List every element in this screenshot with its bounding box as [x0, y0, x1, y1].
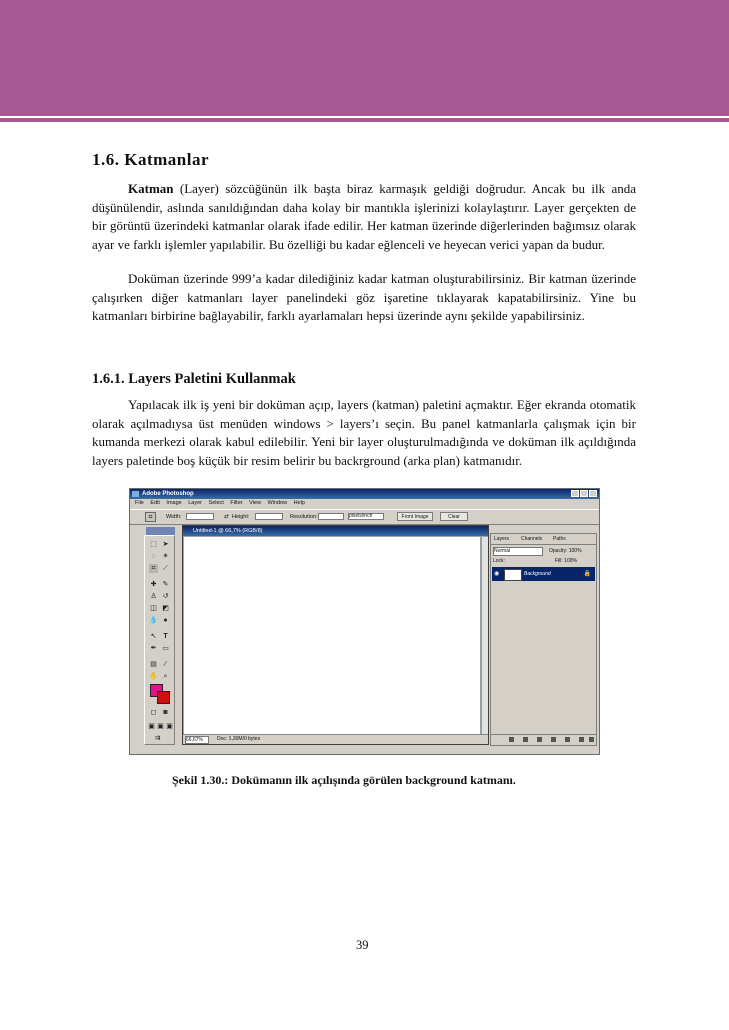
- header-band: [0, 0, 729, 132]
- width-label: Width:: [166, 514, 182, 520]
- vertical-scrollbar: [481, 537, 488, 736]
- paragraph-2-text: Doküman üzerinde 999’a kadar dilediğiniz kadar katman oluşturabilirsiniz. Bir katman üzerinde çalışırken diğer katmanları layer panelindeki göz işaretine tıklayarak kapatabilirsiniz. Yine bu katmanları birbirine bağlayabilir, farklı ayarlamaları hepsi üzerinde aynı şekilde yapabilirsiniz.: [92, 271, 636, 323]
- trash-icon: [589, 737, 594, 742]
- crop-tool-icon: ⌗: [145, 512, 156, 522]
- menu-help: Help: [293, 500, 305, 506]
- app-title-bar: [130, 489, 599, 499]
- opacity-field: Opacity: 100%: [549, 548, 582, 554]
- link-layers-icon: [509, 737, 514, 742]
- menu-image: Image: [166, 500, 182, 506]
- layer-mask-icon: [537, 737, 542, 742]
- background-color-swatch: [157, 691, 170, 704]
- history-brush-tool-icon: ↺: [162, 593, 169, 600]
- tab-layers: Layers: [494, 536, 510, 542]
- pen-tool-icon: ✒: [150, 645, 157, 652]
- blend-mode-select: Normal: [493, 547, 543, 556]
- layers-empty-area: [492, 582, 595, 732]
- tab-paths: Paths: [553, 536, 566, 542]
- menu-view: View: [249, 500, 261, 506]
- maximize-icon: [580, 490, 588, 497]
- menu-layer: Layer: [188, 500, 203, 506]
- hand-tool-icon: ✋: [149, 673, 158, 680]
- lock-icon: 🔒: [583, 571, 591, 577]
- menu-window: Window: [267, 500, 288, 506]
- healing-brush-tool-icon: ✚: [150, 581, 157, 588]
- minimize-icon: [571, 490, 579, 497]
- document-title: Untitled-1 @ 66,7% (RGB/8): [193, 528, 263, 534]
- move-tool-icon: ➤: [162, 541, 169, 548]
- menu-file: File: [135, 500, 144, 506]
- crop-tool-icon: ⌗: [149, 564, 158, 573]
- layer-name: Background: [524, 571, 551, 577]
- layer-thumbnail: [504, 569, 522, 581]
- toolbox: [144, 535, 175, 745]
- standard-mode-icon: ◻: [150, 709, 157, 716]
- section-paragraph-2: [92, 270, 636, 326]
- swap-icon: ⇄: [224, 514, 229, 520]
- lasso-tool-icon: ◌: [151, 553, 156, 560]
- subsection-paragraph-text: Yapılacak ilk iş yeni bir doküman açıp, layers (katman) paletini açmaktır. Eğer ekranda otomatik olarak açılmadıysa üst menüden windows > layers’ı seçin. Bu panel katmanlarla çalışmak için bir kumanda merkezi olarak kabul edilebilir. Yeni bir layer oluşturulmadığında ve doküman ilk açıldığında layers paletinde boş küçük bir resim belirir bu backrground (arka plan) katmanıdır.: [92, 397, 636, 468]
- document-title-bar: [183, 526, 488, 536]
- document-status-bar: [183, 734, 488, 744]
- clone-stamp-tool-icon: ♙: [150, 593, 157, 600]
- layers-panel-footer: [491, 734, 596, 745]
- lock-label: Lock:: [493, 558, 505, 564]
- header-divider-lower: [0, 122, 729, 132]
- width-field: [186, 513, 214, 520]
- path-selection-tool-icon: ↖: [150, 633, 157, 640]
- jump-to-imageready-icon: ⇉: [154, 735, 161, 742]
- document-canvas: [184, 537, 480, 736]
- quick-mask-icon: ◙: [163, 709, 168, 716]
- eyedropper-tool-icon: ⁄: [164, 661, 167, 668]
- layers-panel-tabs: [491, 534, 596, 545]
- app-title: Adobe Photoshop: [142, 491, 194, 497]
- doc-size: Doc: 1,30M/0 bytes: [217, 736, 261, 742]
- shape-tool-icon: ▭: [162, 645, 169, 652]
- screen-mode-standard-icon: ▣: [148, 723, 155, 730]
- menu-select: Select: [208, 500, 224, 506]
- document-window: [182, 525, 489, 745]
- type-tool-icon: T: [163, 633, 168, 640]
- fill-field: Fill: 100%: [555, 558, 577, 564]
- section-paragraph-1: [92, 180, 636, 254]
- zoom-tool-icon: ⌕: [163, 673, 168, 680]
- new-group-icon: [551, 737, 556, 742]
- menu-filter: Filter: [230, 500, 243, 506]
- page-number: 39: [356, 938, 369, 952]
- options-bar: [130, 509, 599, 525]
- toolbox-header: [146, 527, 175, 535]
- layer-style-icon: [523, 737, 528, 742]
- menu-bar: [130, 499, 599, 508]
- blur-tool-icon: 💧: [149, 617, 158, 624]
- photoshop-screenshot: [129, 488, 600, 755]
- zoom-field: 66,67%: [185, 736, 209, 744]
- front-image-button: Front Image: [397, 512, 433, 521]
- layers-panel: [490, 533, 597, 746]
- gradient-tool-icon: ◩: [162, 605, 169, 612]
- magic-wand-tool-icon: ✶: [162, 553, 169, 560]
- eraser-tool-icon: ◫: [150, 605, 157, 612]
- close-icon: [589, 490, 597, 497]
- subsection-paragraph: [92, 396, 636, 470]
- height-label: Height:: [232, 514, 250, 520]
- marquee-tool-icon: ⬚: [150, 541, 157, 548]
- brush-tool-icon: ✎: [162, 581, 169, 588]
- figure-caption: Şekil 1.30.: Dokümanın ilk açılışında görülen background katmanı.: [172, 773, 516, 787]
- height-field: [255, 513, 283, 520]
- resolution-label: Resolution:: [290, 514, 318, 520]
- new-layer-icon: [579, 737, 584, 742]
- clear-button: Clear: [440, 512, 468, 521]
- photoshop-app-icon: [132, 491, 139, 497]
- resolution-field: [318, 513, 344, 520]
- screen-mode-full-icon: ▣: [166, 723, 173, 730]
- dodge-tool-icon: ●: [163, 617, 168, 624]
- adjustment-layer-icon: [565, 737, 570, 742]
- units-select: pixels/inch: [348, 513, 384, 520]
- screen-mode-full-menu-icon: ▣: [157, 723, 164, 730]
- section-heading: 1.6. Katmanlar: [92, 150, 210, 169]
- menu-edit: Edit: [150, 500, 160, 506]
- slice-tool-icon: ⟋: [163, 565, 168, 572]
- header-divider: [0, 116, 729, 118]
- notes-tool-icon: ▤: [150, 661, 157, 668]
- layer-row-background: [492, 567, 595, 581]
- eye-icon: ◉: [494, 571, 500, 577]
- term-katman: Katman: [128, 181, 174, 196]
- paragraph-1-text: (Layer) sözcüğünün ilk başta biraz karmaşık geldiği doğrudur. Ancak bu ilk anda düşünülendir, aslında sanıldığından daha kolay bir mantıkla işlerinizi kolaylaştırır. Layer gerçekten de bir görüntü üzerindeki katmanlar olarak ifade edilir. Her katman üzerinde diğerlerinden bağımsız olarak ayar ve farklı işlemler yapılabilir. Bu özelliği bu kadar eğlenceli ve heyecan verici yapan da budur.: [92, 181, 636, 252]
- tab-channels: Channels: [521, 536, 543, 542]
- subsection-heading: 1.6.1. Layers Paletini Kullanmak: [92, 371, 296, 387]
